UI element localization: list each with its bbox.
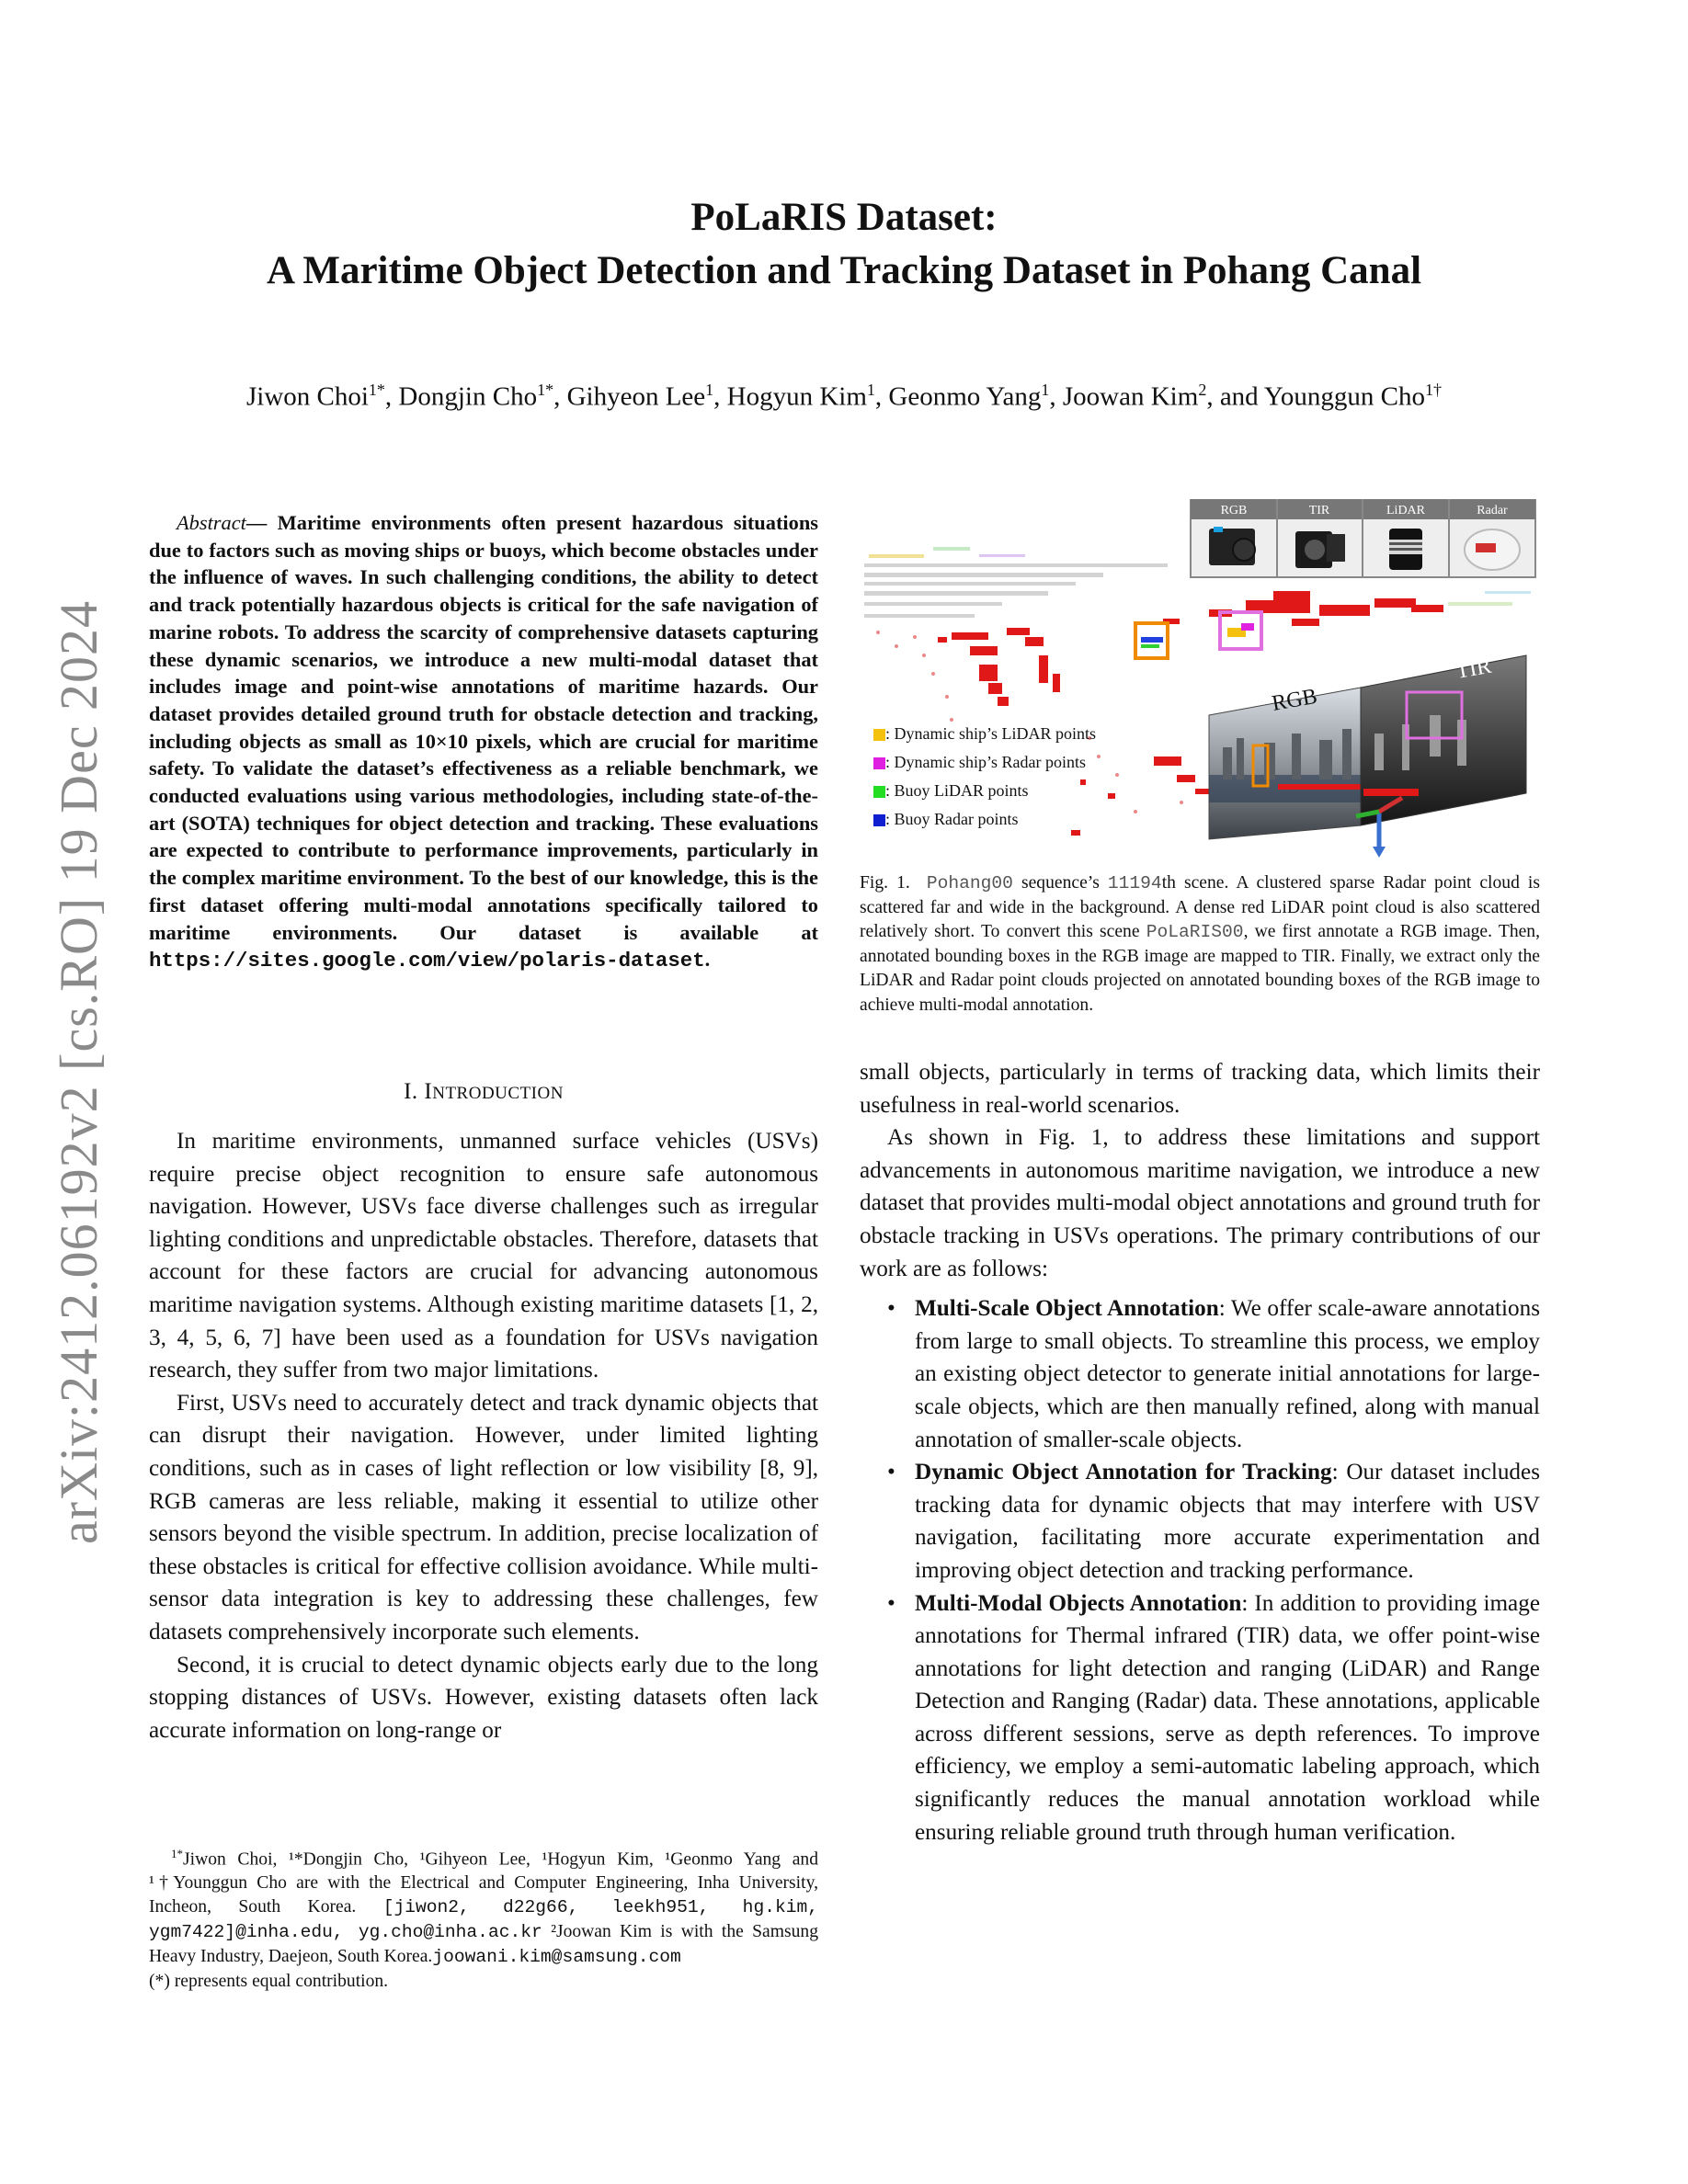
- author-affil: 1: [866, 381, 875, 399]
- legend-item: : Dynamic ship’s Radar points: [873, 753, 1096, 781]
- samsung-email: joowani.kim@samsung.com: [432, 1946, 681, 1967]
- sensor-label-lidar: LiDAR: [1386, 504, 1425, 518]
- author-emails: [jiwon2, d22g66, leekh951, hg.kim, ygm7422]@inha.edu, yg.cho@inha.ac.kr: [149, 1897, 818, 1942]
- sensor-label-tir: TIR: [1308, 504, 1330, 518]
- abstract: Abstract— Maritime environments often present hazardous situations due to factors such as moving ships or buoys, which become obstacles under the influence of waves. In such challenging conditions, the ability to detect and track potentially hazardous objects is critical for the safe navigation of marine robots. To address the scarcity of comprehensive datasets capturing these dynamic scenarios, we introduce a new multi-modal dataset that includes image and point-wise annotations of maritime hazards. Our dataset provides detailed ground truth for obstacle detection and tracking, including objects as small as 10×10 pixels, which are crucial for maritime safety. To validate the dataset’s effectiveness as a reliable benchmark, we conducted evaluations using various methodologies, including state-of-the-art (SOTA) techniques for object detection and tracking. These evaluations are expected to contribute to performance improvements, particularly in the complex maritime environment. To the best of our knowledge, this is the first dataset offering multi-modal annotations specifically tailored to maritime environments. Our dataset is available at https://sites.google.com/view/polaris-dataset.: [149, 511, 818, 973]
- paragraph: Second, it is crucial to detect dynamic objects early due to the long stopping distances of USVs. However, existing datasets often lack accurate information on long-range or: [149, 1652, 818, 1743]
- abstract-text: — Maritime environments often present hazardous situations due to factors such as moving ships or buoys, which become obstacles under the influence of waves. In such challenging conditions, the ability to detect and track potentially hazardous objects is critical for the safe navigation of marine robots. To address the scarcity of comprehensive datasets capturing these dynamic scenarios, we introduce a new multi-modal dataset that includes image and point-wise annotations of maritime hazards. Our dataset provides detailed ground truth for obstacle detection and tracking, including objects as small as 10×10 pixels, which are crucial for maritime safety. To validate the dataset’s effectiveness as a reliable benchmark, we conducted evaluations using various methodologies, including state-of-the-art (SOTA) techniques for object detection and tracking. These evaluations are expected to contribute to performance improvements, particularly in the complex maritime environment. To the best of our knowledge, this is the first dataset offering multi-modal annotations specifically tailored to maritime environments. Our dataset is available at: [149, 511, 818, 944]
- legend-item: : Buoy Radar points: [873, 810, 1096, 838]
- figure-legend: [873, 724, 1096, 838]
- paragraph: In maritime environments, unmanned surface vehicles (USVs) require precise object recognition to ensure safe autonomous navigation. However, USVs face diverse challenges such as irregular lighting conditions and unpredictable obstacles. Therefore, datasets that account for these factors are crucial for advancing autonomous maritime navigation systems. Although existing maritime datasets [1, 2, 3, 4, 5, 6, 7] have been used as a foundation for USVs navigation research, they suffer from two major limitations.: [149, 1129, 818, 1383]
- legend-item: : Buoy LiDAR points: [873, 781, 1096, 810]
- author-name: Dongjin Cho: [398, 381, 538, 412]
- paper-title: [0, 191, 1688, 298]
- figure-1: [860, 499, 1540, 858]
- author-name: Gihyeon Lee: [566, 381, 706, 412]
- contribution-item: • Multi-Scale Object Annotation: We offer scale-aware annotations from large to small objects. To streamline this process, we employ an existing object detector to generate initial annotations for large-scale objects, which are then manually refined, along with manual annotation of smaller-scale objects.: [860, 1292, 1540, 1456]
- author-name: Younggun Cho: [1263, 381, 1425, 412]
- paragraph: small objects, particularly in terms of tracking data, which limits their usefulness in real-world scenarios.: [860, 1060, 1540, 1118]
- author-affil: 1: [705, 381, 714, 399]
- figure-1-caption: Fig. 1. Pohang00 sequence’s 11194th scene. A clustered sparse Radar point cloud is scattered far and wide in the background. A dense red LiDAR point cloud is also scattered relatively short. To convert this scene PoLaRIS00, we first annotate a RGB image. Then, annotated bounding boxes in the RGB image are mapped to TIR. Finally, we extract only the LiDAR and Radar point clouds projected on annotated bounding boxes of the RGB image to achieve multi-modal annotation.: [860, 873, 1541, 1015]
- contribution-item: • Multi-Modal Objects Annotation: In addition to providing image annotations for Thermal infrared (TIR) data, we offer point-wise annotations for light detection and ranging (LiDAR) and Range Detection and Ranging (Radar) data. These annotations, applicable across different sessions, serve as depth references. To improve efficiency, we employ a semi-automatic labeling approach, which significantly reduces the manual annotation workload while ensuring reliable ground truth through human verification.: [860, 1587, 1540, 1849]
- sensor-label-radar: Radar: [1477, 504, 1508, 518]
- paragraph: As shown in Fig. 1, to address these limitations and support advancements in autonomous maritime navigation, we introduce a new dataset that provides multi-modal object annotations and ground truth for obstacle tracking in USVs operations. The primary contributions of our work are as follows:: [860, 1125, 1540, 1281]
- author-name: Geonmo Yang: [888, 381, 1042, 412]
- paragraph: First, USVs need to accurately detect and track dynamic objects that can disrupt their navigation. However, under limited lighting conditions, such as in cases of light reflection or low visibility [8, 9], RGB cameras are less reliable, making it essential to utilize other sensors beyond the visible spectrum. In addition, precise localization of these obstacles is critical for effective collision avoidance. While multi-sensor data integration is key to addressing these challenges, few datasets comprehensively incorporate such elements.: [149, 1390, 818, 1644]
- arxiv-identifier: arXiv:2412.06192v2 [cs.RO] 19 Dec 2024: [49, 599, 108, 1544]
- author-list: Jiwon Choi$^{1*}$, Dongjin Cho$^{1*}$, Gihyeon Lee$^1$, Hogyun Kim$^1$, Geonmo Yang$^1$, Joowan Kim$^2$, and Younggun Cho$^{1\dagger}$: [245, 381, 1442, 412]
- author-affil: 1*: [537, 381, 554, 399]
- introduction-body: [149, 1125, 818, 1746]
- title-line-1: PoLaRIS Dataset:: [690, 196, 998, 239]
- author-name: Hogyun Kim: [726, 381, 867, 412]
- author-affil: 1*: [368, 381, 385, 399]
- tir-view-label: TIR: [1454, 654, 1494, 684]
- caption-label: Fig. 1.: [860, 873, 910, 893]
- affiliation-footnote: $^{1*}$Jiwon Choi, ¹*Dongjin Cho, ¹Gihyeon Lee, ¹Hogyun Kim, ¹Geonmo Yang and ¹†Younggun Cho are with the Electrical and Computer Engineering, Inha University, Incheon, South Korea. [jiwon2, d22g66, leekh951, hg.kim, ygm7422]@inha.edu, yg.cho@inha.ac.kr ²Joowan Kim is with the Samsung Heavy Industry, Daejeon, South Korea.joowani.kim@samsung.com (*) represents equal contribution.: [149, 1842, 818, 1993]
- author-affil: 1: [1041, 381, 1050, 399]
- sensor-label-rgb: RGB: [1220, 504, 1248, 518]
- author-name: Joowan Kim: [1062, 381, 1199, 412]
- contribution-item: • Dynamic Object Annotation for Tracking: Our dataset includes tracking data for dynamic objects that may interfere with USV navigation, facilitating more accurate experimentation and improving object detection and tracking performance.: [860, 1456, 1540, 1587]
- author-name: Jiwon Choi: [245, 381, 369, 412]
- legend-item: : Dynamic ship’s LiDAR points: [873, 724, 1096, 753]
- contribution-list: [860, 1292, 1540, 1848]
- section-heading-introduction: I. INTRODUCTION: [404, 1079, 564, 1104]
- equal-contribution-note: (*) represents equal contribution.: [149, 1971, 389, 1991]
- title-line-2: A Maritime Object Detection and Tracking Dataset in Pohang Canal: [266, 249, 1422, 292]
- right-column-body: [860, 1056, 1540, 1848]
- dataset-url[interactable]: https://sites.google.com/view/polaris-dataset: [149, 949, 705, 973]
- sensor-bar: [1191, 499, 1535, 577]
- author-affil: 1†: [1425, 381, 1442, 399]
- rgb-view-label: RGB: [1270, 684, 1319, 716]
- tir-camera-view: [1361, 655, 1526, 825]
- author-affil: 2: [1198, 381, 1207, 399]
- abstract-label: Abstract: [177, 511, 246, 534]
